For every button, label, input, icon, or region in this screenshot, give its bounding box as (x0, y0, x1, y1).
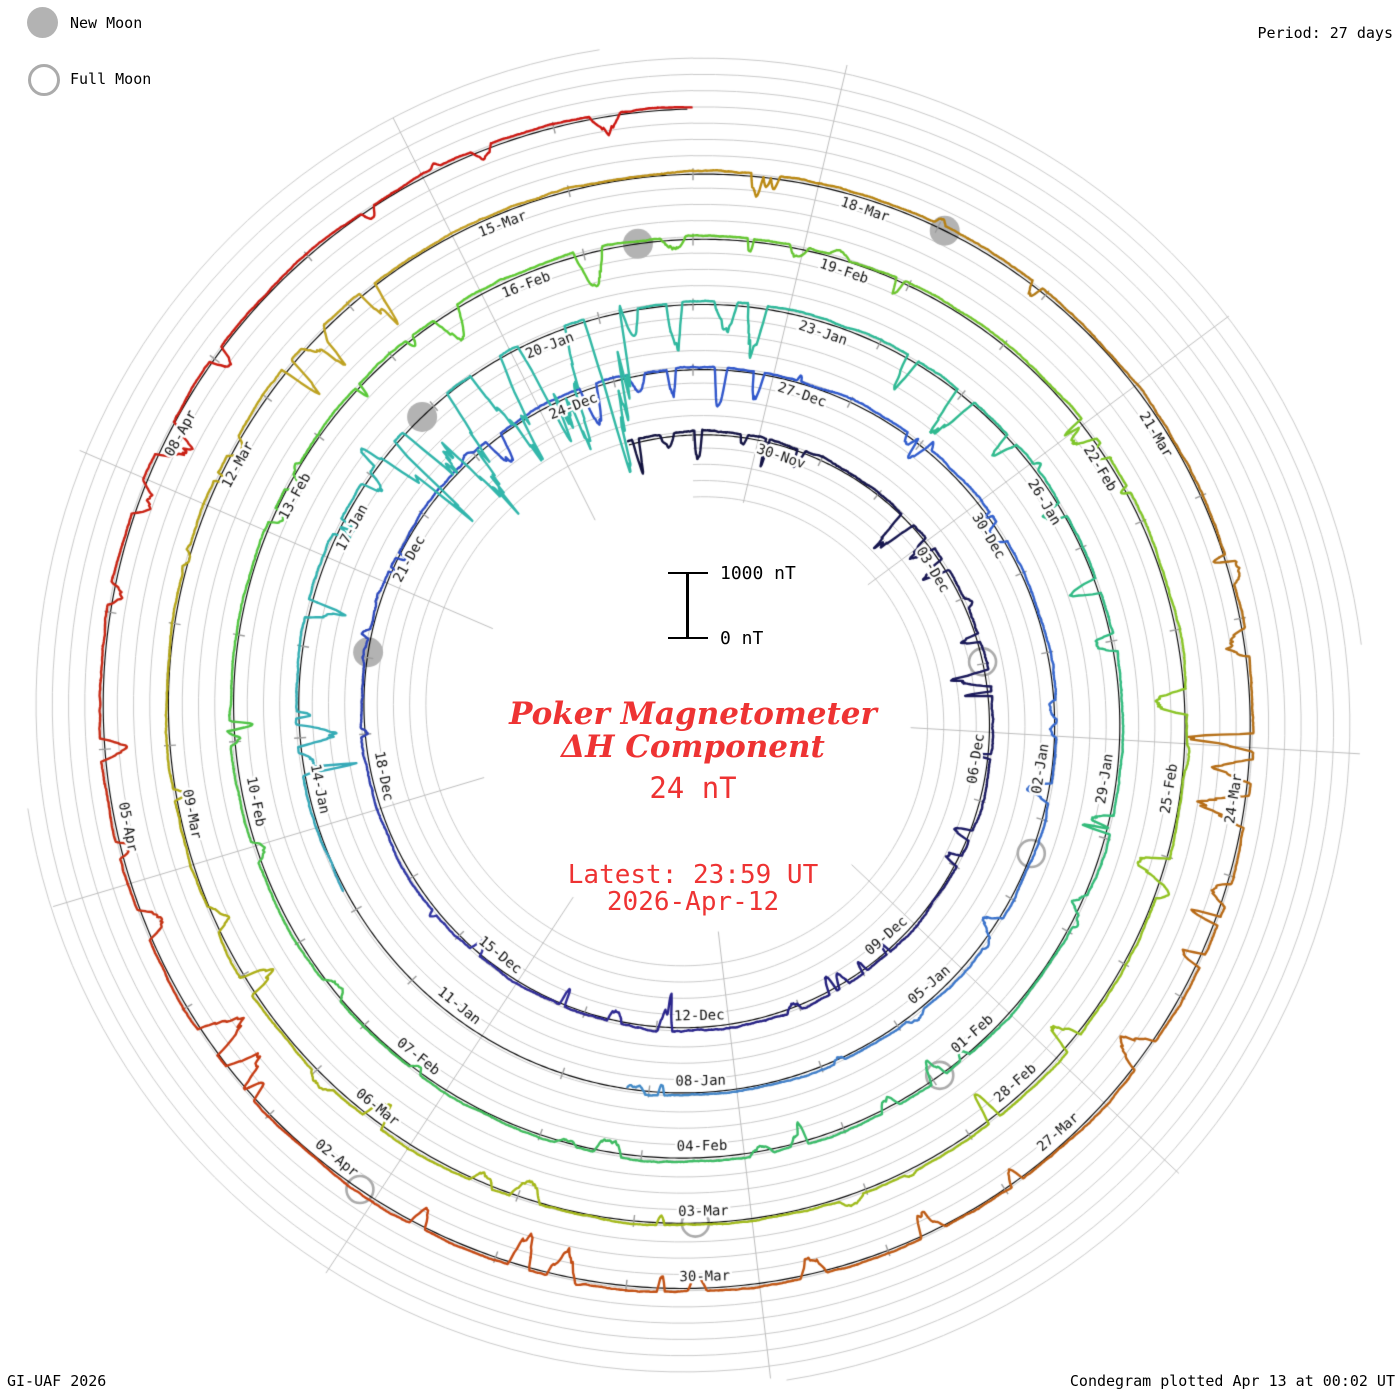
footer-credit: GI-UAF 2026 (7, 1372, 107, 1390)
plot-title: Poker Magnetometer (509, 696, 877, 732)
scalebar-line (686, 572, 689, 639)
latest-time: Latest: 23:59 UT (567, 860, 819, 890)
full-moon-label: Full Moon (70, 70, 152, 88)
scale-bar (668, 563, 796, 649)
full-moon-icon (28, 64, 60, 96)
component-label: ΔH Component (561, 729, 825, 765)
footer-plotted: Condegram plotted Apr 13 at 00:02 UT (1069, 1372, 1395, 1390)
scalebar-bottom-cap (668, 637, 708, 639)
scalebar-max-label: 1000 nT (720, 563, 796, 584)
latest-date: 2026-Apr-12 (606, 887, 780, 917)
new-moon-label: New Moon (70, 14, 143, 32)
scalebar-zero-label: 0 nT (720, 628, 764, 649)
current-value: 24 nT (649, 771, 737, 805)
new-moon-icon (27, 7, 58, 38)
period-label: Period: 27 days (1257, 24, 1393, 42)
